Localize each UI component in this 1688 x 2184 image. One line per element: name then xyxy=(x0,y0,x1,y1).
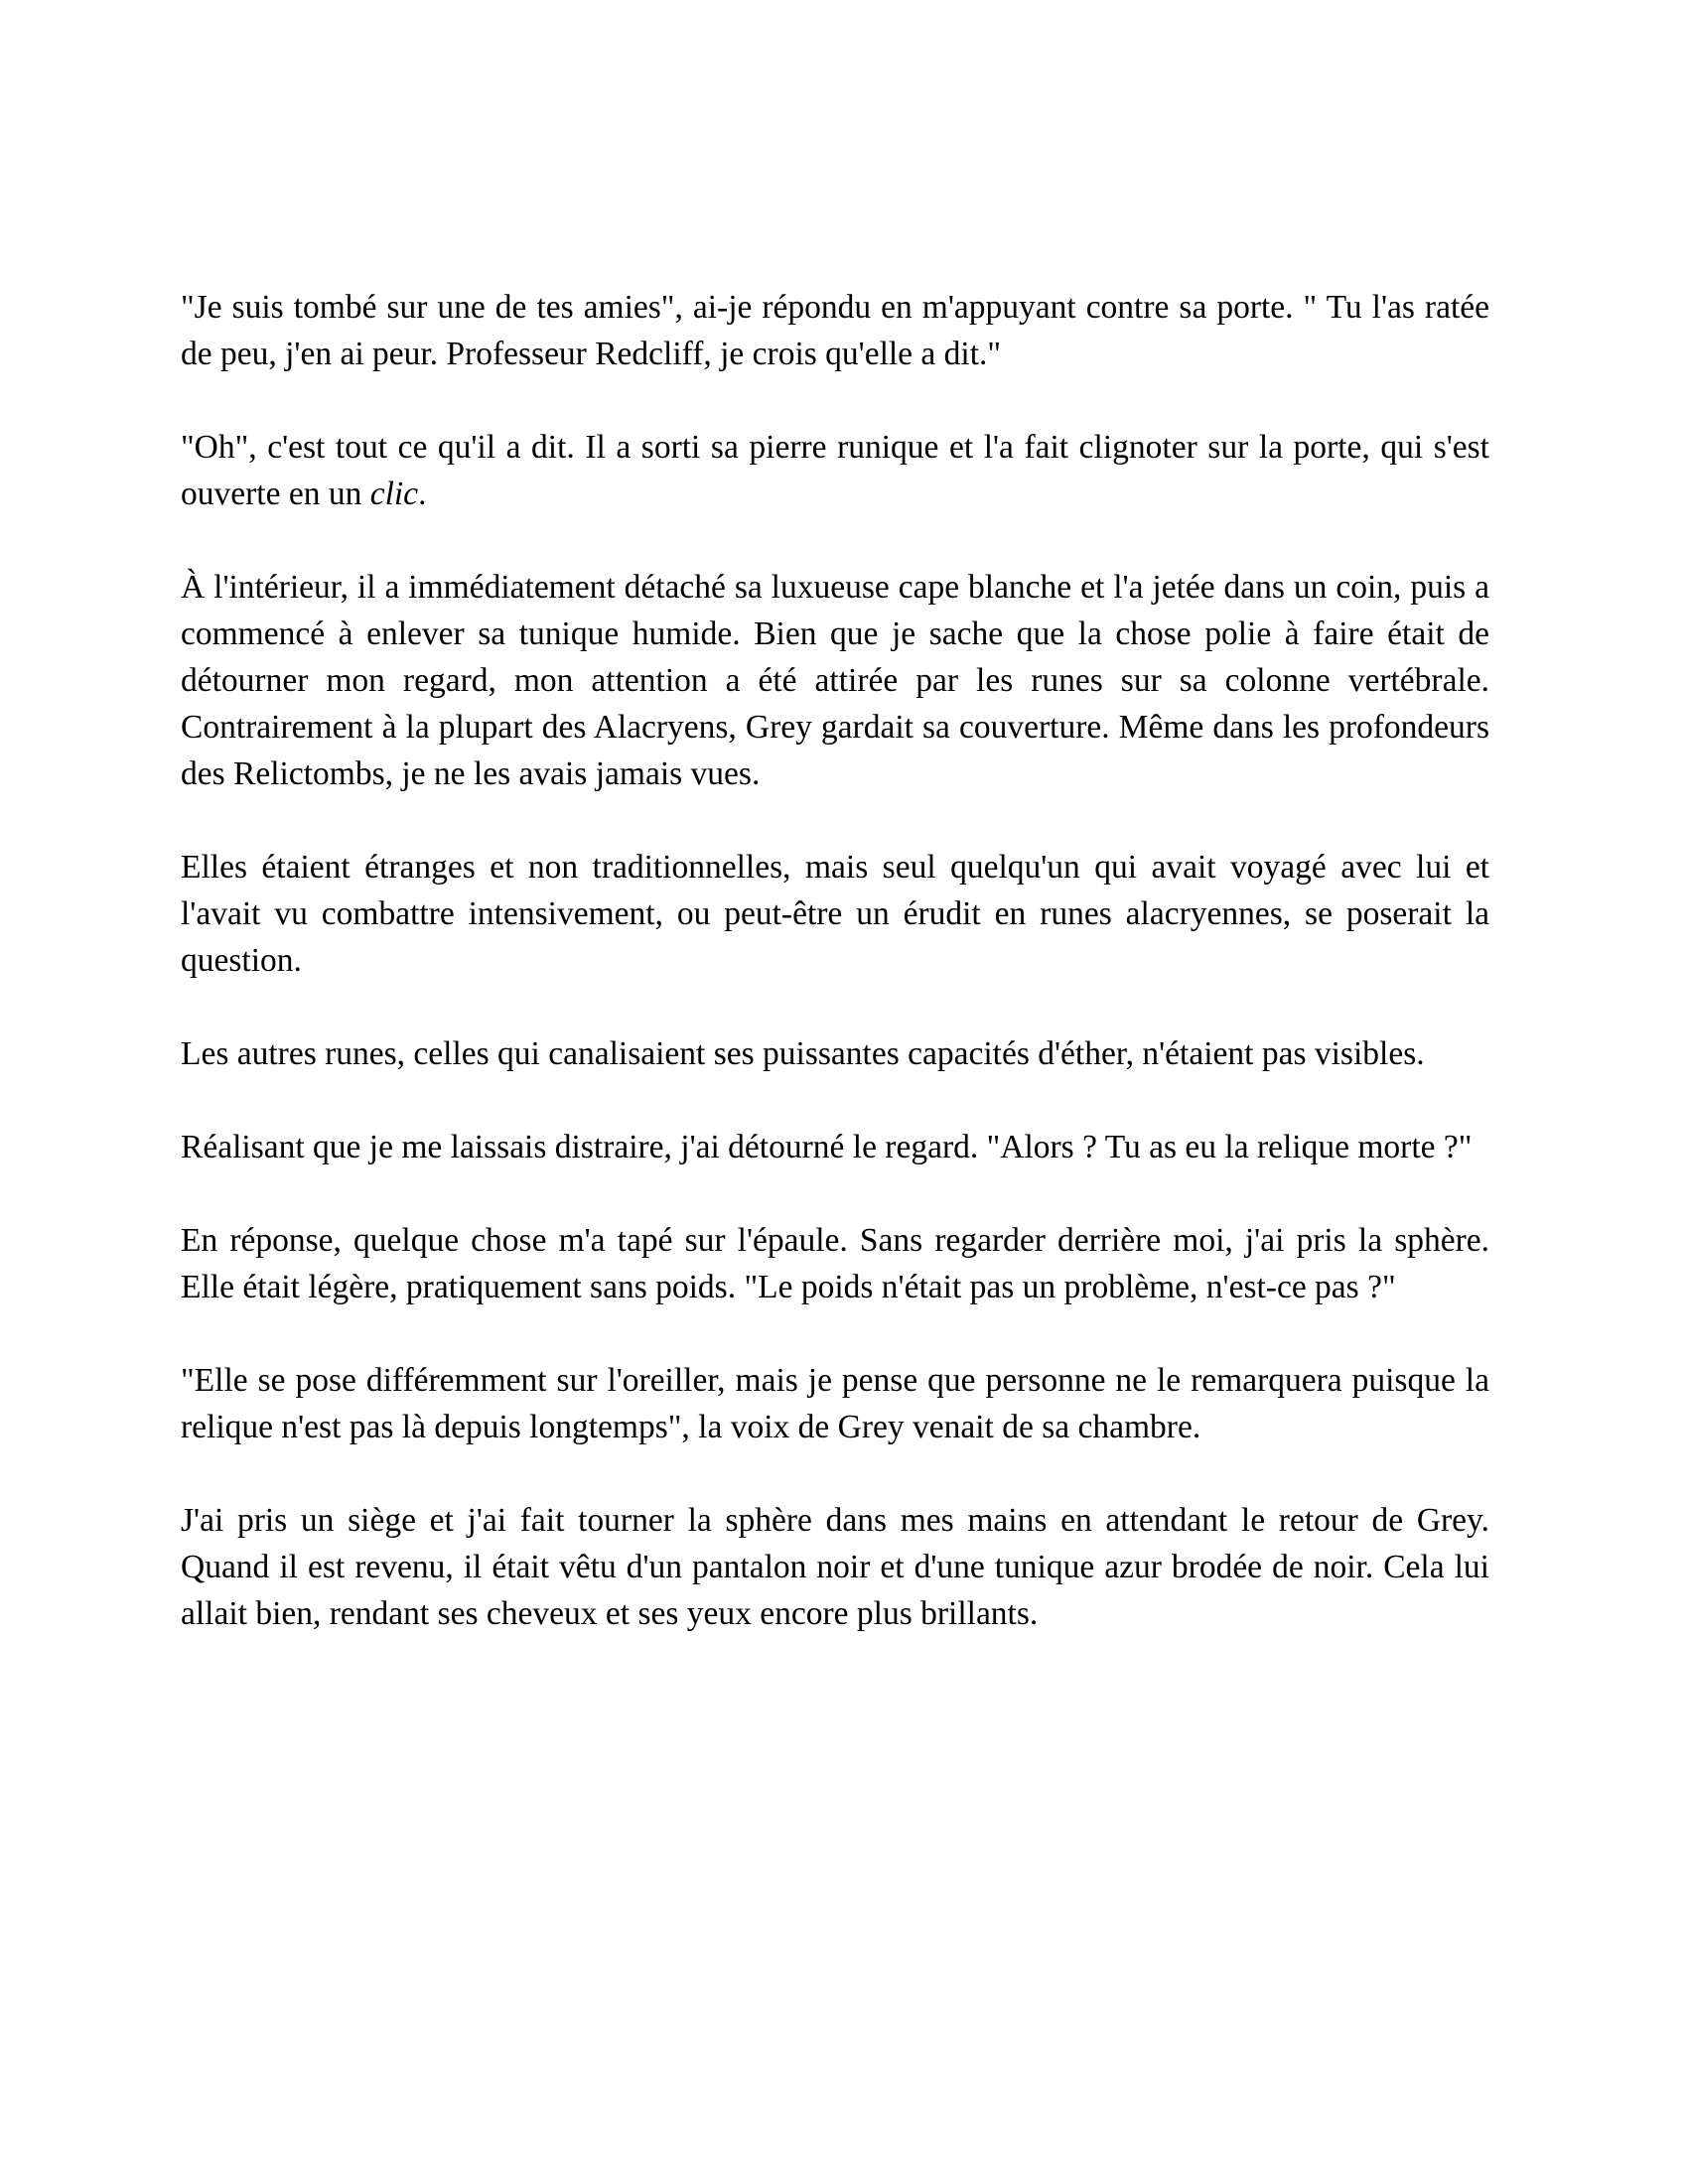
paragraph: Elles étaient étranges et non traditionnelles, mais seul quelqu'un qui avait voyagé avec lui et l'avait vu combattre intensivement, ou peut-être un érudit en runes alacryennes, se poserait la question. xyxy=(181,849,1489,979)
document-page xyxy=(181,284,1489,1684)
paragraph: Les autres runes, celles qui canalisaient ses puissantes capacités d'éther, n'étaient pas visibles. xyxy=(181,1035,1425,1072)
paragraph: "Elle se pose différemment sur l'oreiller, mais je pense que personne ne le remarquera puisque la relique n'est pas là depuis longtemps", la voix de Grey venait de sa chambre. xyxy=(181,1362,1489,1445)
paragraph: En réponse, quelque chose m'a tapé sur l'épaule. Sans regarder derrière moi, j'ai pris la sphère. Elle était légère, pratiquement sans poids. "Le poids n'était pas un problème, n'est-ce pas ?" xyxy=(181,1222,1489,1305)
paragraph: Réalisant que je me laissais distraire, j'ai détourné le regard. "Alors ? Tu as eu la relique morte ?" xyxy=(181,1129,1473,1165)
paragraph: J'ai pris un siège et j'ai fait tourner la sphère dans mes mains en attendant le retour de Grey. Quand il est revenu, il était vêtu d'un pantalon noir et d'une tunique azur brodée de noir. Cela lui allait bien, rendant ses cheveux et ses yeux encore plus brillants. xyxy=(181,1502,1489,1632)
paragraph: À l'intérieur, il a immédiatement détaché sa luxueuse cape blanche et l'a jetée dans un coin, puis a commencé à enlever sa tunique humide. Bien que je sache que la chose polie à faire était de détourner mon regard, mon attention a été attirée par les runes sur sa colonne vertébrale. Contrairement à la plupart des Alacryens, Grey gardait sa couverture. Même dans les profondeurs des Relictombs, je ne les avais jamais vues. xyxy=(181,569,1489,792)
paragraph-text: "Oh", c'est tout ce qu'il a dit. Il a sorti sa pierre runique et l'a fait clignoter sur la porte, qui s'est ouverte en un xyxy=(181,429,1489,512)
paragraph xyxy=(181,424,1489,517)
italic-text: clic xyxy=(369,476,419,512)
paragraph: "Je suis tombé sur une de tes amies", ai-je répondu en m'appuyant contre sa porte. " Tu l'as ratée de peu, j'en ai peur. Professeur Redcliff, je crois qu'elle a dit." xyxy=(181,289,1489,372)
paragraph-text: . xyxy=(418,476,427,512)
